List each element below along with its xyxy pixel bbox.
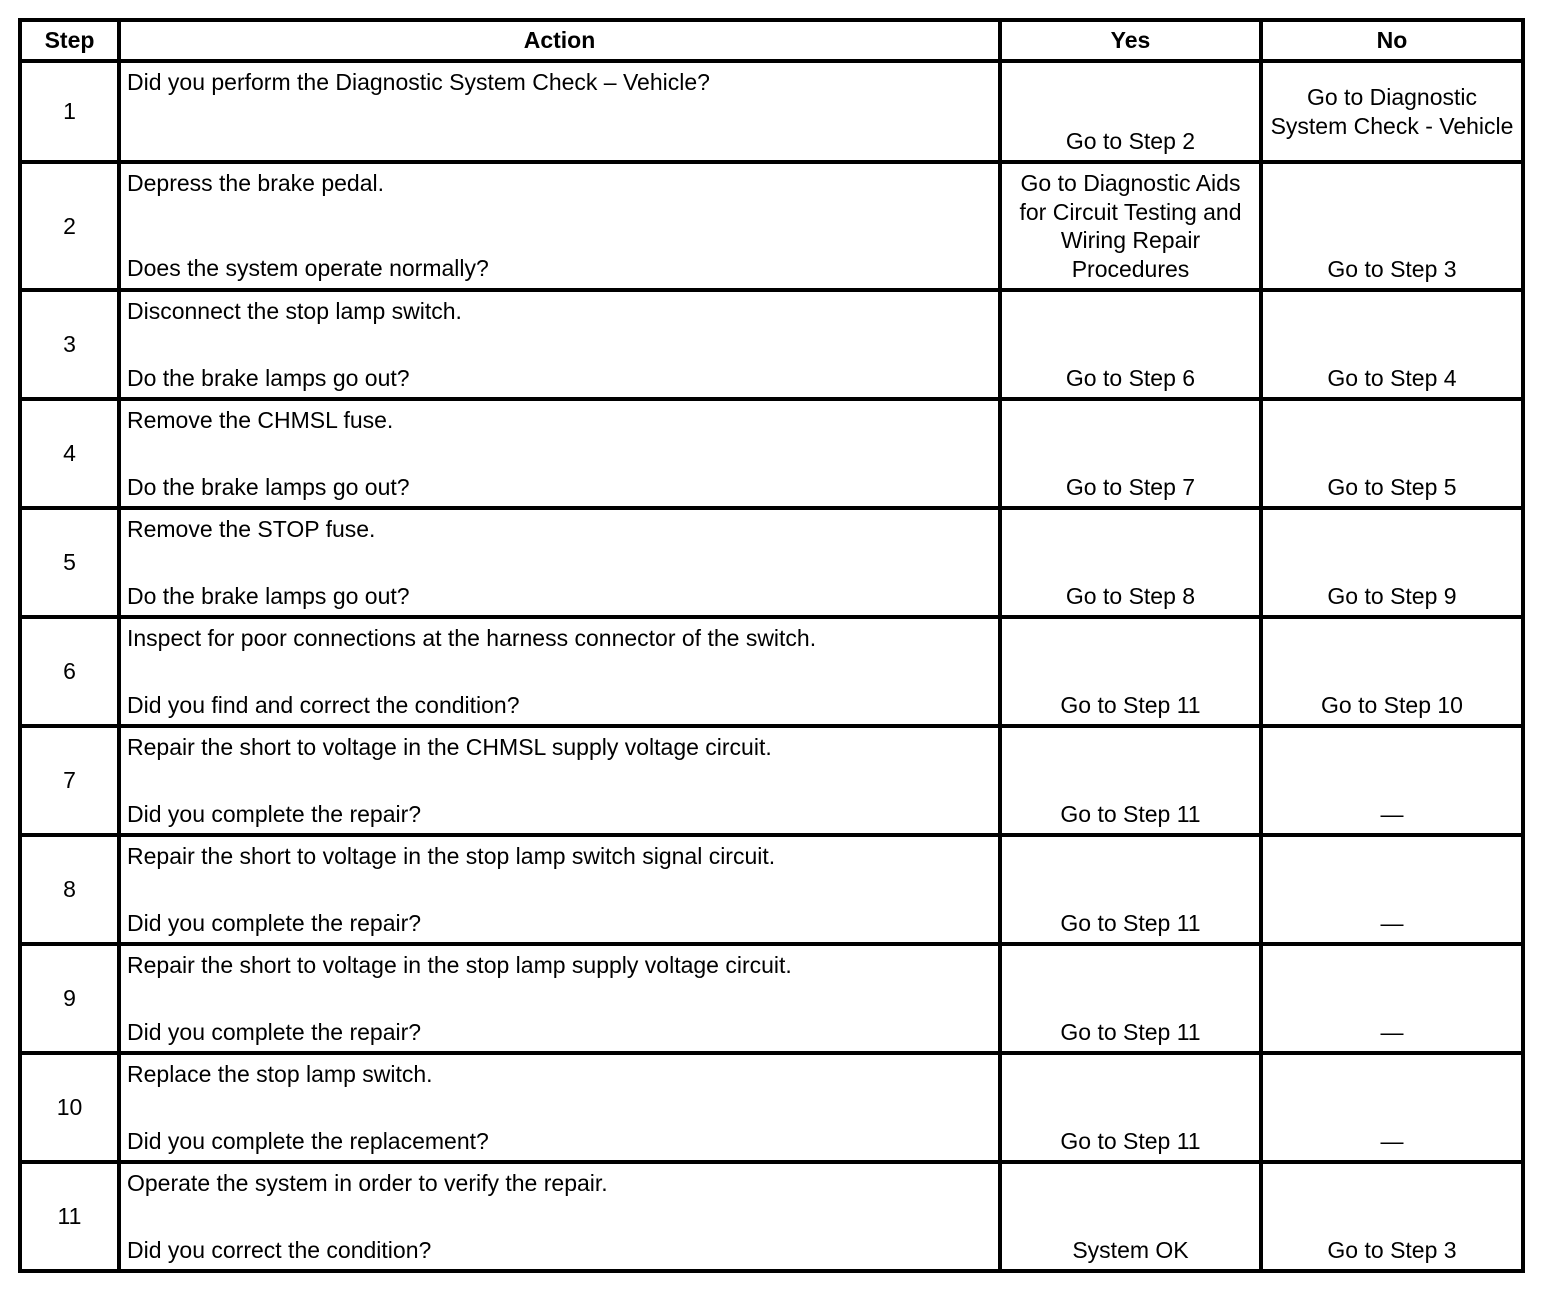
diagnostic-table [18, 18, 1525, 1273]
yes-cell: Go to Step 7 [1000, 399, 1261, 508]
table-row [20, 162, 1523, 290]
yes-cell: Go to Step 11 [1000, 835, 1261, 944]
question-text: Does the system operate normally? [127, 255, 489, 281]
action-cell [119, 1162, 1000, 1271]
no-cell: Go to Step 4 [1261, 290, 1523, 399]
step-number: 3 [20, 290, 119, 399]
no-text: Go to Diagnostic System Check - Vehicle [1270, 84, 1514, 139]
action-cell [119, 508, 1000, 617]
yes-cell: System OK [1000, 1162, 1261, 1271]
action-cell [119, 617, 1000, 726]
action-cell [119, 726, 1000, 835]
yes-cell: Go to Step 6 [1000, 290, 1261, 399]
no-cell: Go to Step 9 [1261, 508, 1523, 617]
action-text: Repair the short to voltage in the stop lamp switch signal circuit. [127, 843, 776, 869]
action-text: Replace the stop lamp switch. [127, 1061, 433, 1087]
table-body [20, 61, 1523, 1271]
step-number: 5 [20, 508, 119, 617]
no-cell: — [1261, 726, 1523, 835]
action-text: Repair the short to voltage in the CHMSL supply voltage circuit. [127, 734, 772, 760]
header-no: No [1261, 20, 1523, 61]
question-text: Did you find and correct the condition? [127, 692, 520, 718]
no-cell [1261, 61, 1523, 162]
action-cell [119, 944, 1000, 1053]
table-row [20, 290, 1523, 399]
question-text: Do the brake lamps go out? [127, 365, 410, 391]
header-row [20, 20, 1523, 61]
action-text: Operate the system in order to verify the repair. [127, 1170, 608, 1196]
table-row [20, 399, 1523, 508]
no-cell: — [1261, 1053, 1523, 1162]
table-row [20, 617, 1523, 726]
question-text: Did you correct the condition? [127, 1237, 432, 1263]
action-cell [119, 61, 1000, 162]
header-step: Step [20, 20, 119, 61]
table-row [20, 835, 1523, 944]
action-cell [119, 399, 1000, 508]
action-text: Depress the brake pedal. [127, 170, 384, 196]
table-row [20, 508, 1523, 617]
step-number: 1 [20, 61, 119, 162]
action-text: Inspect for poor connections at the harness connector of the switch. [127, 625, 817, 651]
no-cell: Go to Step 5 [1261, 399, 1523, 508]
question-text: Do the brake lamps go out? [127, 583, 410, 609]
header-yes: Yes [1000, 20, 1261, 61]
question-text: Do the brake lamps go out? [127, 474, 410, 500]
yes-cell: Go to Step 11 [1000, 617, 1261, 726]
step-number: 8 [20, 835, 119, 944]
yes-cell: Go to Step 8 [1000, 508, 1261, 617]
step-number: 4 [20, 399, 119, 508]
no-cell: Go to Step 3 [1261, 1162, 1523, 1271]
action-cell [119, 1053, 1000, 1162]
no-cell: Go to Step 10 [1261, 617, 1523, 726]
action-text: Remove the CHMSL fuse. [127, 407, 394, 433]
yes-cell [1000, 162, 1261, 290]
yes-cell: Go to Step 11 [1000, 944, 1261, 1053]
table-row [20, 726, 1523, 835]
action-cell [119, 162, 1000, 290]
question-text: Did you complete the repair? [127, 801, 422, 827]
yes-cell: Go to Step 11 [1000, 726, 1261, 835]
step-number: 2 [20, 162, 119, 290]
yes-cell: Go to Step 11 [1000, 1053, 1261, 1162]
action-text: Disconnect the stop lamp switch. [127, 298, 462, 324]
step-number: 6 [20, 617, 119, 726]
step-number: 10 [20, 1053, 119, 1162]
action-text: Repair the short to voltage in the stop lamp supply voltage circuit. [127, 952, 792, 978]
action-cell [119, 290, 1000, 399]
question-text: Did you complete the replacement? [127, 1128, 489, 1154]
table-row [20, 1053, 1523, 1162]
step-number: 9 [20, 944, 119, 1053]
action-text: Remove the STOP fuse. [127, 516, 376, 542]
no-cell: — [1261, 944, 1523, 1053]
table-row [20, 61, 1523, 162]
yes-cell: Go to Step 2 [1000, 61, 1261, 162]
action-text: Did you perform the Diagnostic System Check – Vehicle? [127, 69, 710, 95]
question-text: Did you complete the repair? [127, 910, 422, 936]
question-text: Did you complete the repair? [127, 1019, 422, 1045]
step-number: 7 [20, 726, 119, 835]
yes-text: Go to Diagnostic Aids for Circuit Testing and Wiring Repair Procedures [1019, 170, 1242, 282]
step-number: 11 [20, 1162, 119, 1271]
no-cell: Go to Step 3 [1261, 162, 1523, 290]
header-action: Action [119, 20, 1000, 61]
table-row [20, 1162, 1523, 1271]
table-row [20, 944, 1523, 1053]
no-cell: — [1261, 835, 1523, 944]
action-cell [119, 835, 1000, 944]
